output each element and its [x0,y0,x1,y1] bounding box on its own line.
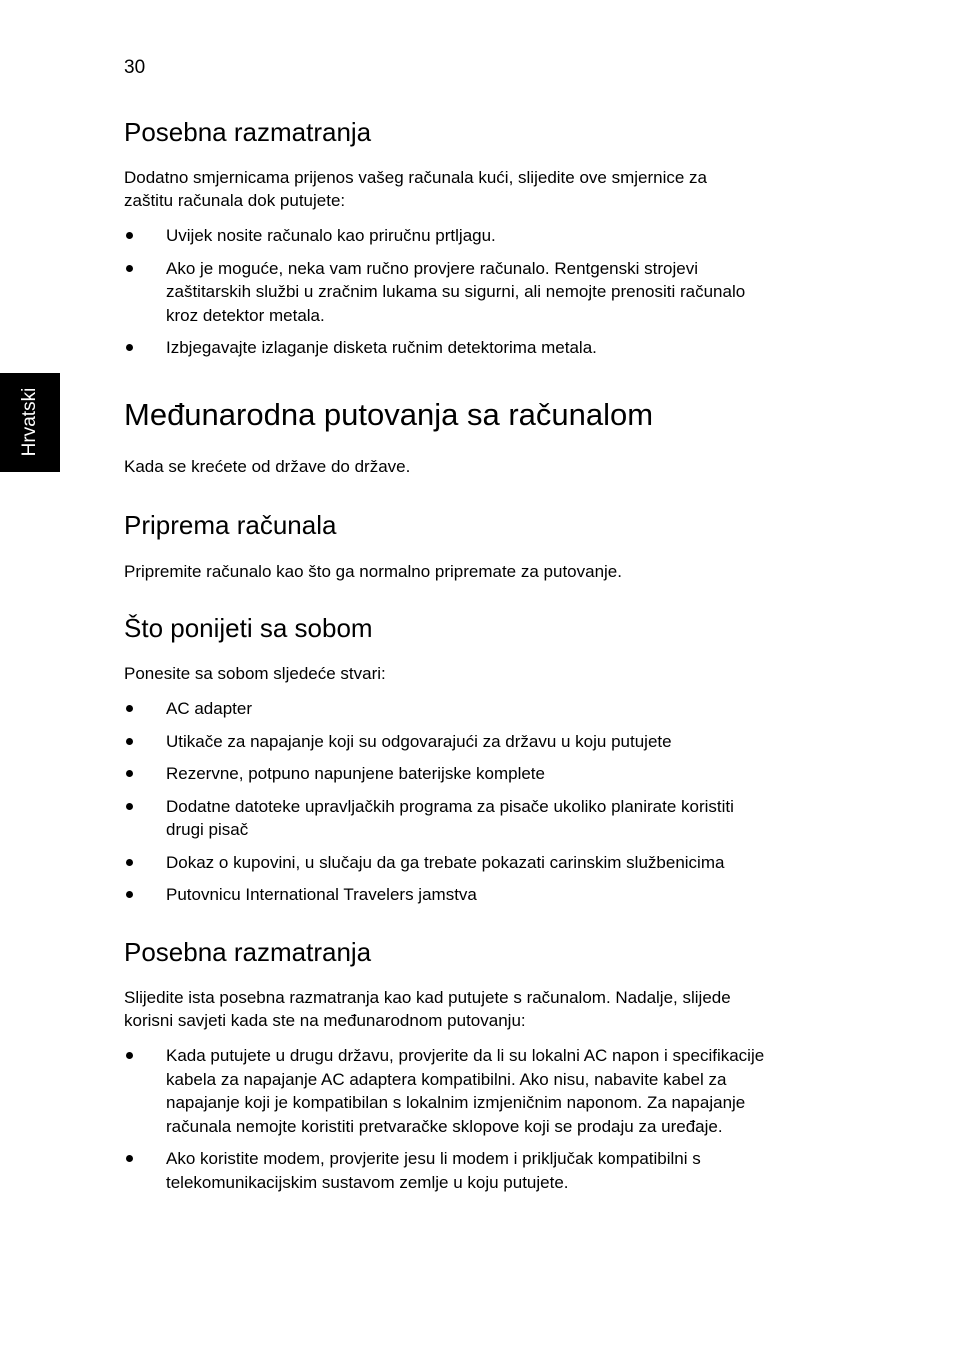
section-intro: Ponesite sa sobom sljedeće stvari: [124,664,386,683]
bullet-icon [126,891,133,898]
bullet-list [124,697,814,907]
list-item: Ako je moguće, neka vam ručno provjere računalo. Rentgenski strojevi zaštitarskih službi u zračnim lukama su sigurni, ali nemojte prenositi računalo kroz detektor metala. [124,257,814,328]
language-side-tab [0,373,60,472]
language-tab-label: Hrvatski [19,387,40,457]
list-item: Uvijek nosite računalo kao priručnu prtljagu. [124,224,814,248]
section-intro: Dodatno smjernicama prijenos vašeg računala kući, slijedite ove smjernice za zaštitu računala dok putujete: [124,168,707,210]
section-heading: Posebna razmatranja [124,117,372,147]
bullet-icon [126,232,133,239]
page-number: 30 [124,57,146,78]
bullet-icon [126,770,133,777]
list-item: Putovnicu International Travelers jamstva [124,883,814,907]
bullet-icon [126,265,133,272]
list-item: Dodatne datoteke upravljačkih programa za pisače ukoliko planirate koristiti drugi pisač [124,795,814,842]
section-special-considerations-2 [124,937,814,1203]
section-what-to-bring [124,613,814,916]
list-item: Izbjegavajte izlaganje disketa ručnim detektorima metala. [124,336,814,360]
bullet-icon [126,705,133,712]
section-international-travel [124,397,814,478]
bullet-icon [126,1155,133,1162]
bullet-list [124,1044,814,1194]
bullet-icon [126,738,133,745]
bullet-icon [126,803,133,810]
bullet-icon [126,859,133,866]
section-heading: Priprema računala [124,510,337,540]
list-item: Kada putujete u drugu državu, provjerite da li su lokalni AC napon i specifikacije kabela za napajanje AC adaptera kompatibilni. Ako nisu, nabavite kabel za napajanje koji je kompatibilan s lokalnim izmjeničnim naponom. Za napajanje računala nemojte koristiti pretvaračke sklopove koji se prodaju za uređaje. [124,1044,814,1138]
section-special-considerations-1 [124,117,814,369]
section-preparing-computer [124,510,814,583]
list-item: Dokaz o kupovini, u slučaju da ga trebate pokazati carinskim službenicima [124,851,814,875]
page-title: Međunarodna putovanja sa računalom [124,397,654,432]
bullet-icon [126,344,133,351]
list-item: Rezervne, potpuno napunjene baterijske komplete [124,762,814,786]
section-heading: Što ponijeti sa sobom [124,613,373,643]
section-text: Pripremite računalo kao što ga normalno pripremate za putovanje. [124,562,622,581]
section-heading: Posebna razmatranja [124,937,372,967]
section-intro: Slijedite ista posebna razmatranja kao kad putujete s računalom. Nadalje, slijede korisni savjeti kada ste na međunarodnom putovanju: [124,988,731,1030]
bullet-icon [126,1052,133,1059]
list-item: Ako koristite modem, provjerite jesu li modem i priključak kompatibilni s telekomunikacijskim sustavom zemlje u koju putujete. [124,1147,814,1194]
list-item: Utikače za napajanje koji su odgovarajući za državu u koju putujete [124,730,814,754]
bullet-list [124,224,814,360]
list-item: AC adapter [124,697,814,721]
section-intro: Kada se krećete od države do države. [124,457,411,476]
